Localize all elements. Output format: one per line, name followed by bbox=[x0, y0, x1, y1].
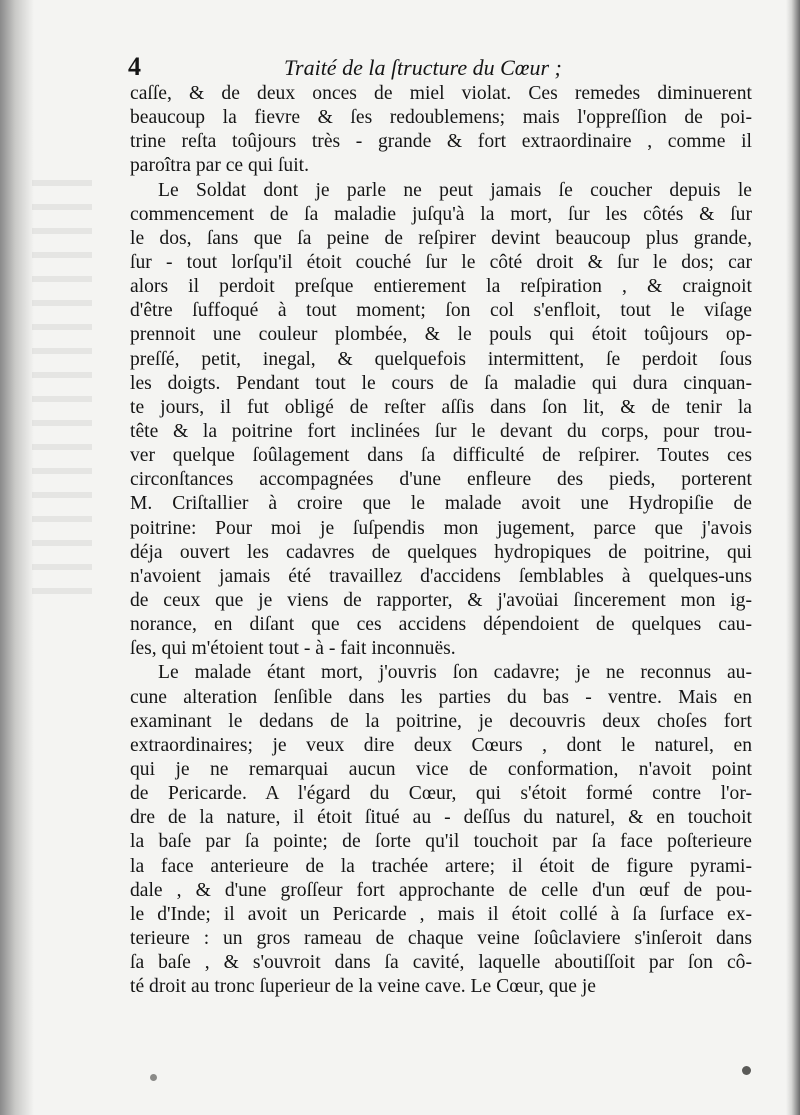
text-line: déja ouvert les cadavres de quelques hydropiques de poitrine, qui bbox=[130, 541, 752, 563]
text-line: circonſtances accompagnées d'une enfleure des pieds, porterent bbox=[130, 469, 752, 491]
page-edge-shadow bbox=[786, 0, 800, 1115]
text-line: n'avoient jamais été travaillez d'accidens ſemblables à quelques-uns bbox=[130, 565, 752, 587]
text-line: dale , & d'une groſſeur fort approchante de celle d'un œuf de pou- bbox=[130, 879, 752, 901]
paragraph bbox=[130, 661, 752, 999]
text-line: de Pericarde. A l'égard du Cœur, qui s'étoit formé contre l'or- bbox=[130, 783, 752, 805]
text-line: poitrine: Pour moi je ſuſpendis mon jugement, parce que j'avois bbox=[130, 517, 752, 539]
text-line: Le Soldat dont je parle ne peut jamais ſe coucher depuis le bbox=[158, 179, 752, 201]
text-line: cune alteration ſenſible dans les parties du bas - ventre. Mais en bbox=[130, 686, 752, 708]
page-number: 4 bbox=[128, 52, 141, 81]
text-line: les doigts. Pendant tout le cours de ſa maladie qui dura cinquan- bbox=[130, 372, 752, 394]
text-line: trine reſta toûjours très - grande & fort extraordinaire , comme il bbox=[130, 131, 752, 153]
text-line: paroîtra par ce qui ſuit. bbox=[130, 155, 309, 177]
text-line: de ceux que je viens de rapporter, & j'avoüai ſincerement mon ig- bbox=[130, 589, 752, 611]
text-line: extraordinaires; je veux dire deux Cœurs , dont le naturel, en bbox=[130, 734, 752, 756]
text-line: preſſé, petit, inegal, & quelquefois intermittent, ſe perdoit ſous bbox=[130, 348, 752, 370]
running-title: Traité de la ſtructure du Cœur ; bbox=[284, 55, 562, 80]
paper-speck bbox=[742, 1066, 751, 1075]
paper-speck bbox=[150, 1074, 157, 1081]
bleed-through-marks bbox=[32, 180, 92, 600]
page-gutter-shadow bbox=[0, 0, 34, 1115]
text-line: terieure : un gros rameau de chaque veine ſoûclaviere s'inſeroit dans bbox=[130, 927, 752, 949]
text-line: la face anterieure de la trachée artere; il étoit de figure pyrami- bbox=[130, 855, 752, 877]
text-line: tête & la poitrine fort inclinées ſur le devant du corps, pour trou- bbox=[130, 420, 752, 442]
text-line: ſur - tout lorſqu'il étoit couché ſur le côté droit & ſur le dos; car bbox=[130, 251, 752, 273]
text-line: commencement de ſa maladie juſqu'à la mort, ſur les côtés & ſur bbox=[130, 203, 752, 225]
text-line: le dos, ſans que ſa peine de reſpirer devint beaucoup plus grande, bbox=[130, 227, 752, 249]
text-line: prennoit une couleur plombée, & le pouls qui étoit toûjours op- bbox=[130, 324, 752, 346]
page-header bbox=[128, 52, 748, 86]
text-line: qui je ne remarquai aucun vice de conformation, n'avoit point bbox=[130, 758, 752, 780]
text-line: examinant le dedans de la poitrine, je decouvris deux choſes fort bbox=[130, 710, 752, 732]
text-line: le d'Inde; il avoit un Pericarde , mais il étoit collé à ſa ſurface ex- bbox=[130, 903, 752, 925]
text-line: ſa baſe , & s'ouvroit dans ſa cavité, laquelle aboutiſſoit par ſon cô- bbox=[130, 952, 752, 974]
text-line: d'être ſuffoqué à tout moment; ſon col s'enfloit, tout le viſage bbox=[130, 300, 752, 322]
text-line: ſes, qui m'étoient tout - à - fait inconnuës. bbox=[130, 638, 456, 660]
body-text bbox=[130, 82, 752, 999]
text-line: norance, en diſant que ces accidens dépendoient de quelques cau- bbox=[130, 614, 752, 636]
text-line: M. Criſtallier à croire que le malade avoit une Hydropiſie de bbox=[130, 493, 752, 515]
text-line: caſſe, & de deux onces de miel violat. Ces remedes diminuerent bbox=[130, 83, 752, 104]
text-line: la baſe par ſa pointe; de ſorte qu'il touchoit par ſa face poſterieure bbox=[130, 831, 752, 853]
paragraph bbox=[130, 82, 752, 179]
text-line: ver quelque ſoûlagement dans ſa difficulté de reſpirer. Toutes ces bbox=[130, 445, 752, 467]
text-line: té droit au tronc ſuperieur de la veine cave. Le Cœur, que je bbox=[130, 976, 597, 998]
text-line: dre de la nature, il étoit ſitué au - deſſus du naturel, & en touchoit bbox=[130, 807, 752, 829]
text-line: te jours, il fut obligé de reſter aſſis dans ſon lit, & de tenir la bbox=[130, 396, 752, 418]
paragraph bbox=[130, 179, 752, 662]
text-line: Le malade étant mort, j'ouvris ſon cadavre; je ne reconnus au- bbox=[158, 662, 752, 684]
text-line: alors il perdoit preſque entierement la reſpiration , & craignoit bbox=[130, 276, 752, 298]
text-line: beaucoup la fievre & ſes redoublemens; mais l'oppreſſion de poi- bbox=[130, 107, 752, 129]
